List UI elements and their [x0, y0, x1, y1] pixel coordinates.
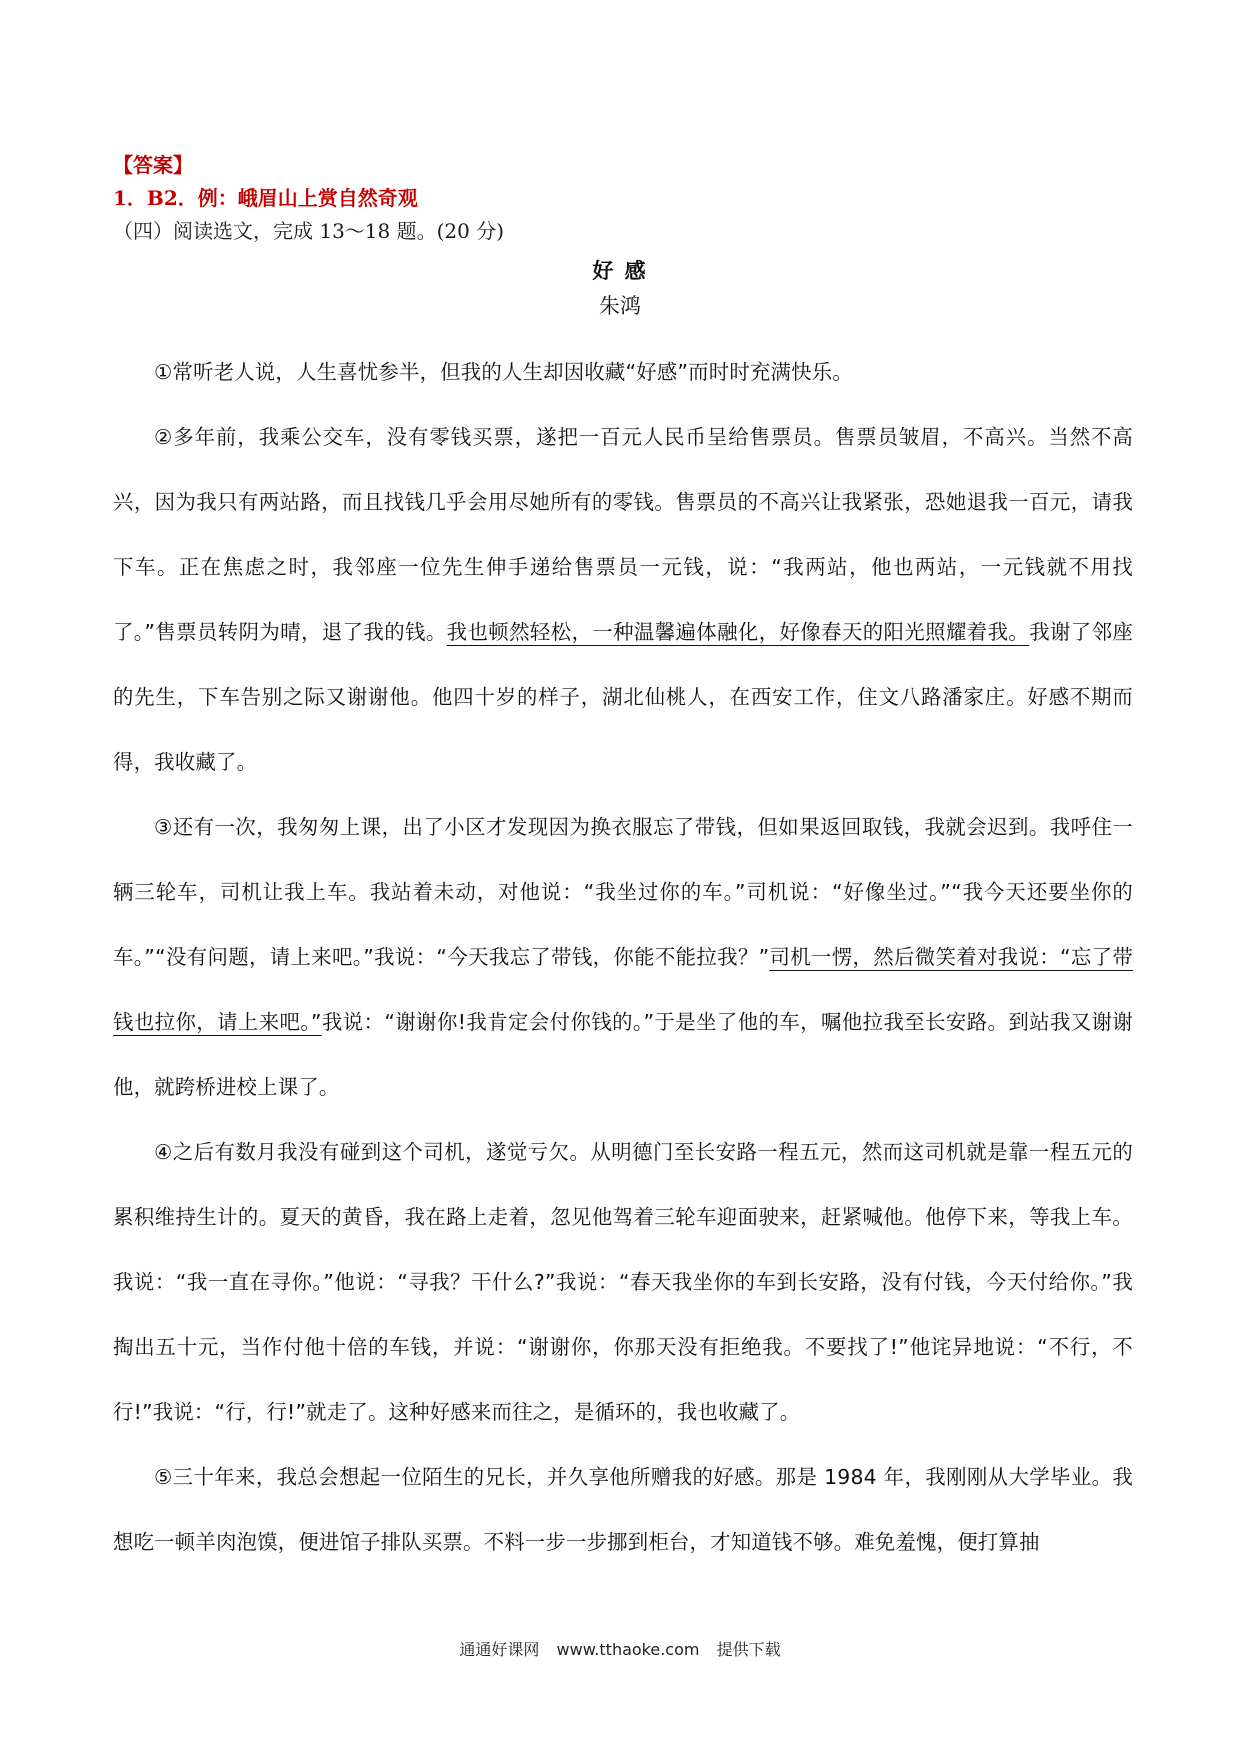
answer-block	[113, 150, 1113, 246]
paragraph-text: ②多年前，我乘公交车，没有零钱买票，遂把一百元人民币呈给售票员。售票员皱眉，不高兴。当然不高兴，因为我只有两站路，而且找钱几乎会用尽她所有的零钱。售票员的不高兴让我紧张，恐她退我一百元，请我下车。正在焦虑之时，我邻座一位先生伸手递给售票员一元钱，说：“我两站，他也两站，一元钱就不用找了。”售票员转阴为晴，退了我的钱。	[113, 425, 1133, 644]
footer-url[interactable]: www.tthaoke.com	[556, 1640, 700, 1659]
paragraph-2	[113, 405, 1133, 795]
answer-line: 1．B2．例：峨眉山上赏自然奇观	[113, 186, 418, 210]
footer-note: 提供下载	[716, 1640, 781, 1659]
paragraph-5	[113, 1445, 1133, 1575]
footer-site-name: 通通好课网	[459, 1640, 540, 1659]
paragraph-1	[113, 340, 1133, 405]
paragraph-text: 我说：“谢谢你!我肯定会付你钱的。”于是坐了他的车，嘱他拉我至长安路。到站我又谢谢他，就跨桥进校上课了。	[113, 1010, 1133, 1099]
page-footer	[0, 1638, 1240, 1662]
underlined-sentence: 司机一愣，然后微笑着对我说：“忘了带钱也拉你，请上来吧。”	[113, 945, 1133, 1034]
article-title: 好 感	[592, 258, 648, 283]
article-body	[113, 340, 1133, 1575]
underlined-sentence: 我也顿然轻松，一种温馨遍体融化，好像春天的阳光照耀着我。	[446, 620, 1030, 644]
paragraph-3	[113, 795, 1133, 1120]
article-author: 朱鸿	[599, 294, 641, 318]
paragraph-text: 我谢了邻座的先生，下车告别之际又谢谢他。他四十岁的样子，湖北仙桃人，在西安工作，住文八路潘家庄。好感不期而得，我收藏了。	[113, 620, 1133, 774]
paragraph-text: ⑤三十年来，我总会想起一位陌生的兄长，并久享他所赠我的好感。那是 1984 年，我刚刚从大学毕业。我想吃一顿羊肉泡馍，便进馆子排队买票。不料一步一步挪到柜台，才知道钱不够。难免羞愧，便打算抽	[113, 1465, 1133, 1554]
paragraph-text: ④之后有数月我没有碰到这个司机，遂觉亏欠。从明德门至长安路一程五元，然而这司机就是靠一程五元的累积维持生计的。夏天的黄昏，我在路上走着，忽见他驾着三轮车迎面驶来，赶紧喊他。他停下来，等我上车。我说：“我一直在寻你。”他说：“寻我？干什么?”我说：“春天我坐你的车到长安路，没有付钱，今天付给你。”我掏出五十元，当作付他十倍的车钱，并说：“谢谢你，你那天没有拒绝我。不要找了!”他诧异地说：“不行，不行!”我说：“行，行!”就走了。这种好感来而往之，是循环的，我也收藏了。	[113, 1140, 1133, 1424]
paragraph-4	[113, 1120, 1133, 1445]
answer-heading: 【答案】	[113, 153, 193, 177]
paragraph-text: ③还有一次，我匆匆上课，出了小区才发现因为换衣服忘了带钱，但如果返回取钱，我就会迟到。我呼住一辆三轮车，司机让我上车。我站着未动，对他说：“我坐过你的车。”司机说：“好像坐过。”“我今天还要坐你的车。”“没有问题，请上来吧。”我说：“今天我忘了带钱，你能不能拉我？”	[113, 815, 1133, 969]
paragraph-text: ①常听老人说，人生喜忧参半，但我的人生却因收藏“好感”而时时充满快乐。	[154, 360, 853, 384]
section-instruction: （四）阅读选文，完成 13～18 题。(20 分)	[113, 219, 505, 243]
